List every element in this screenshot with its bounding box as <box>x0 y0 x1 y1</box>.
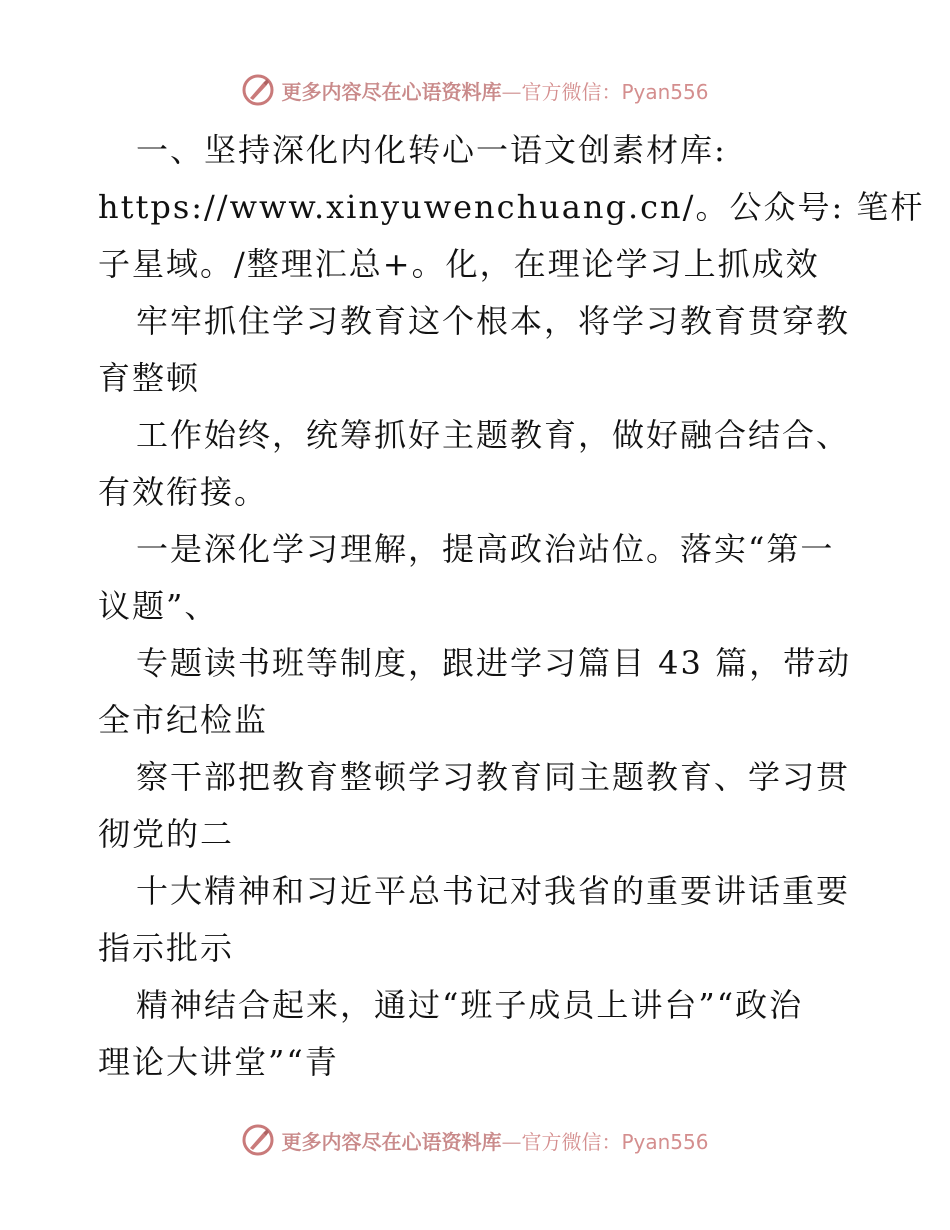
text-line: 议题”、 <box>98 587 219 625</box>
text-line: 一是深化学习理解，提高政治站位。落实“第一 <box>136 530 835 568</box>
text-line: https://www.xinyuwenchuang.cn/。公众号: 笔杆 <box>98 188 925 226</box>
text-line: 彻党的二 <box>98 815 235 853</box>
watermark-account: 官方微信：Pyan556 <box>521 1129 709 1154</box>
text-line: 育整顿 <box>98 359 201 397</box>
watermark-sep: — <box>501 79 522 104</box>
text-line: 精神结合起来，通过“班子成员上讲台”“政治 <box>136 986 804 1024</box>
watermark-account: 官方微信：Pyan556 <box>521 79 709 104</box>
watermark-main: 更多内容尽在心语资料库 <box>281 79 502 104</box>
text-line: 牢牢抓住学习教育这个根本，将学习教育贯穿教 <box>136 302 851 340</box>
header-watermark <box>0 70 950 110</box>
watermark-text <box>281 1126 708 1155</box>
pen-logo-icon <box>241 73 275 107</box>
text-line: 工作始终，统筹抓好主题教育，做好融合结合、 <box>136 416 851 454</box>
text-line: 一、坚持深化内化转心一语文创素材库: <box>136 131 727 169</box>
text-line: 指示批示 <box>98 929 235 967</box>
text-line: 全市纪检监 <box>98 701 269 739</box>
pen-logo-icon <box>241 1123 275 1157</box>
text-line: 专题读书班等制度，跟进学习篇目 43 篇，带动 <box>136 644 852 682</box>
footer-watermark <box>0 1120 950 1160</box>
text-line: 十大精神和习近平总书记对我省的重要讲话重要 <box>136 872 851 910</box>
watermark-sep: — <box>501 1129 522 1154</box>
text-line: 子星域。/整理汇总+。化，在理论学习上抓成效 <box>98 245 820 283</box>
watermark-main: 更多内容尽在心语资料库 <box>281 1129 502 1154</box>
text-line: 有效衔接。 <box>98 473 269 511</box>
text-line: 理论大讲堂”“青 <box>98 1043 339 1081</box>
document-body <box>98 122 925 1091</box>
watermark-text <box>281 76 708 105</box>
text-line: 察干部把教育整顿学习教育同主题教育、学习贯 <box>136 758 851 796</box>
